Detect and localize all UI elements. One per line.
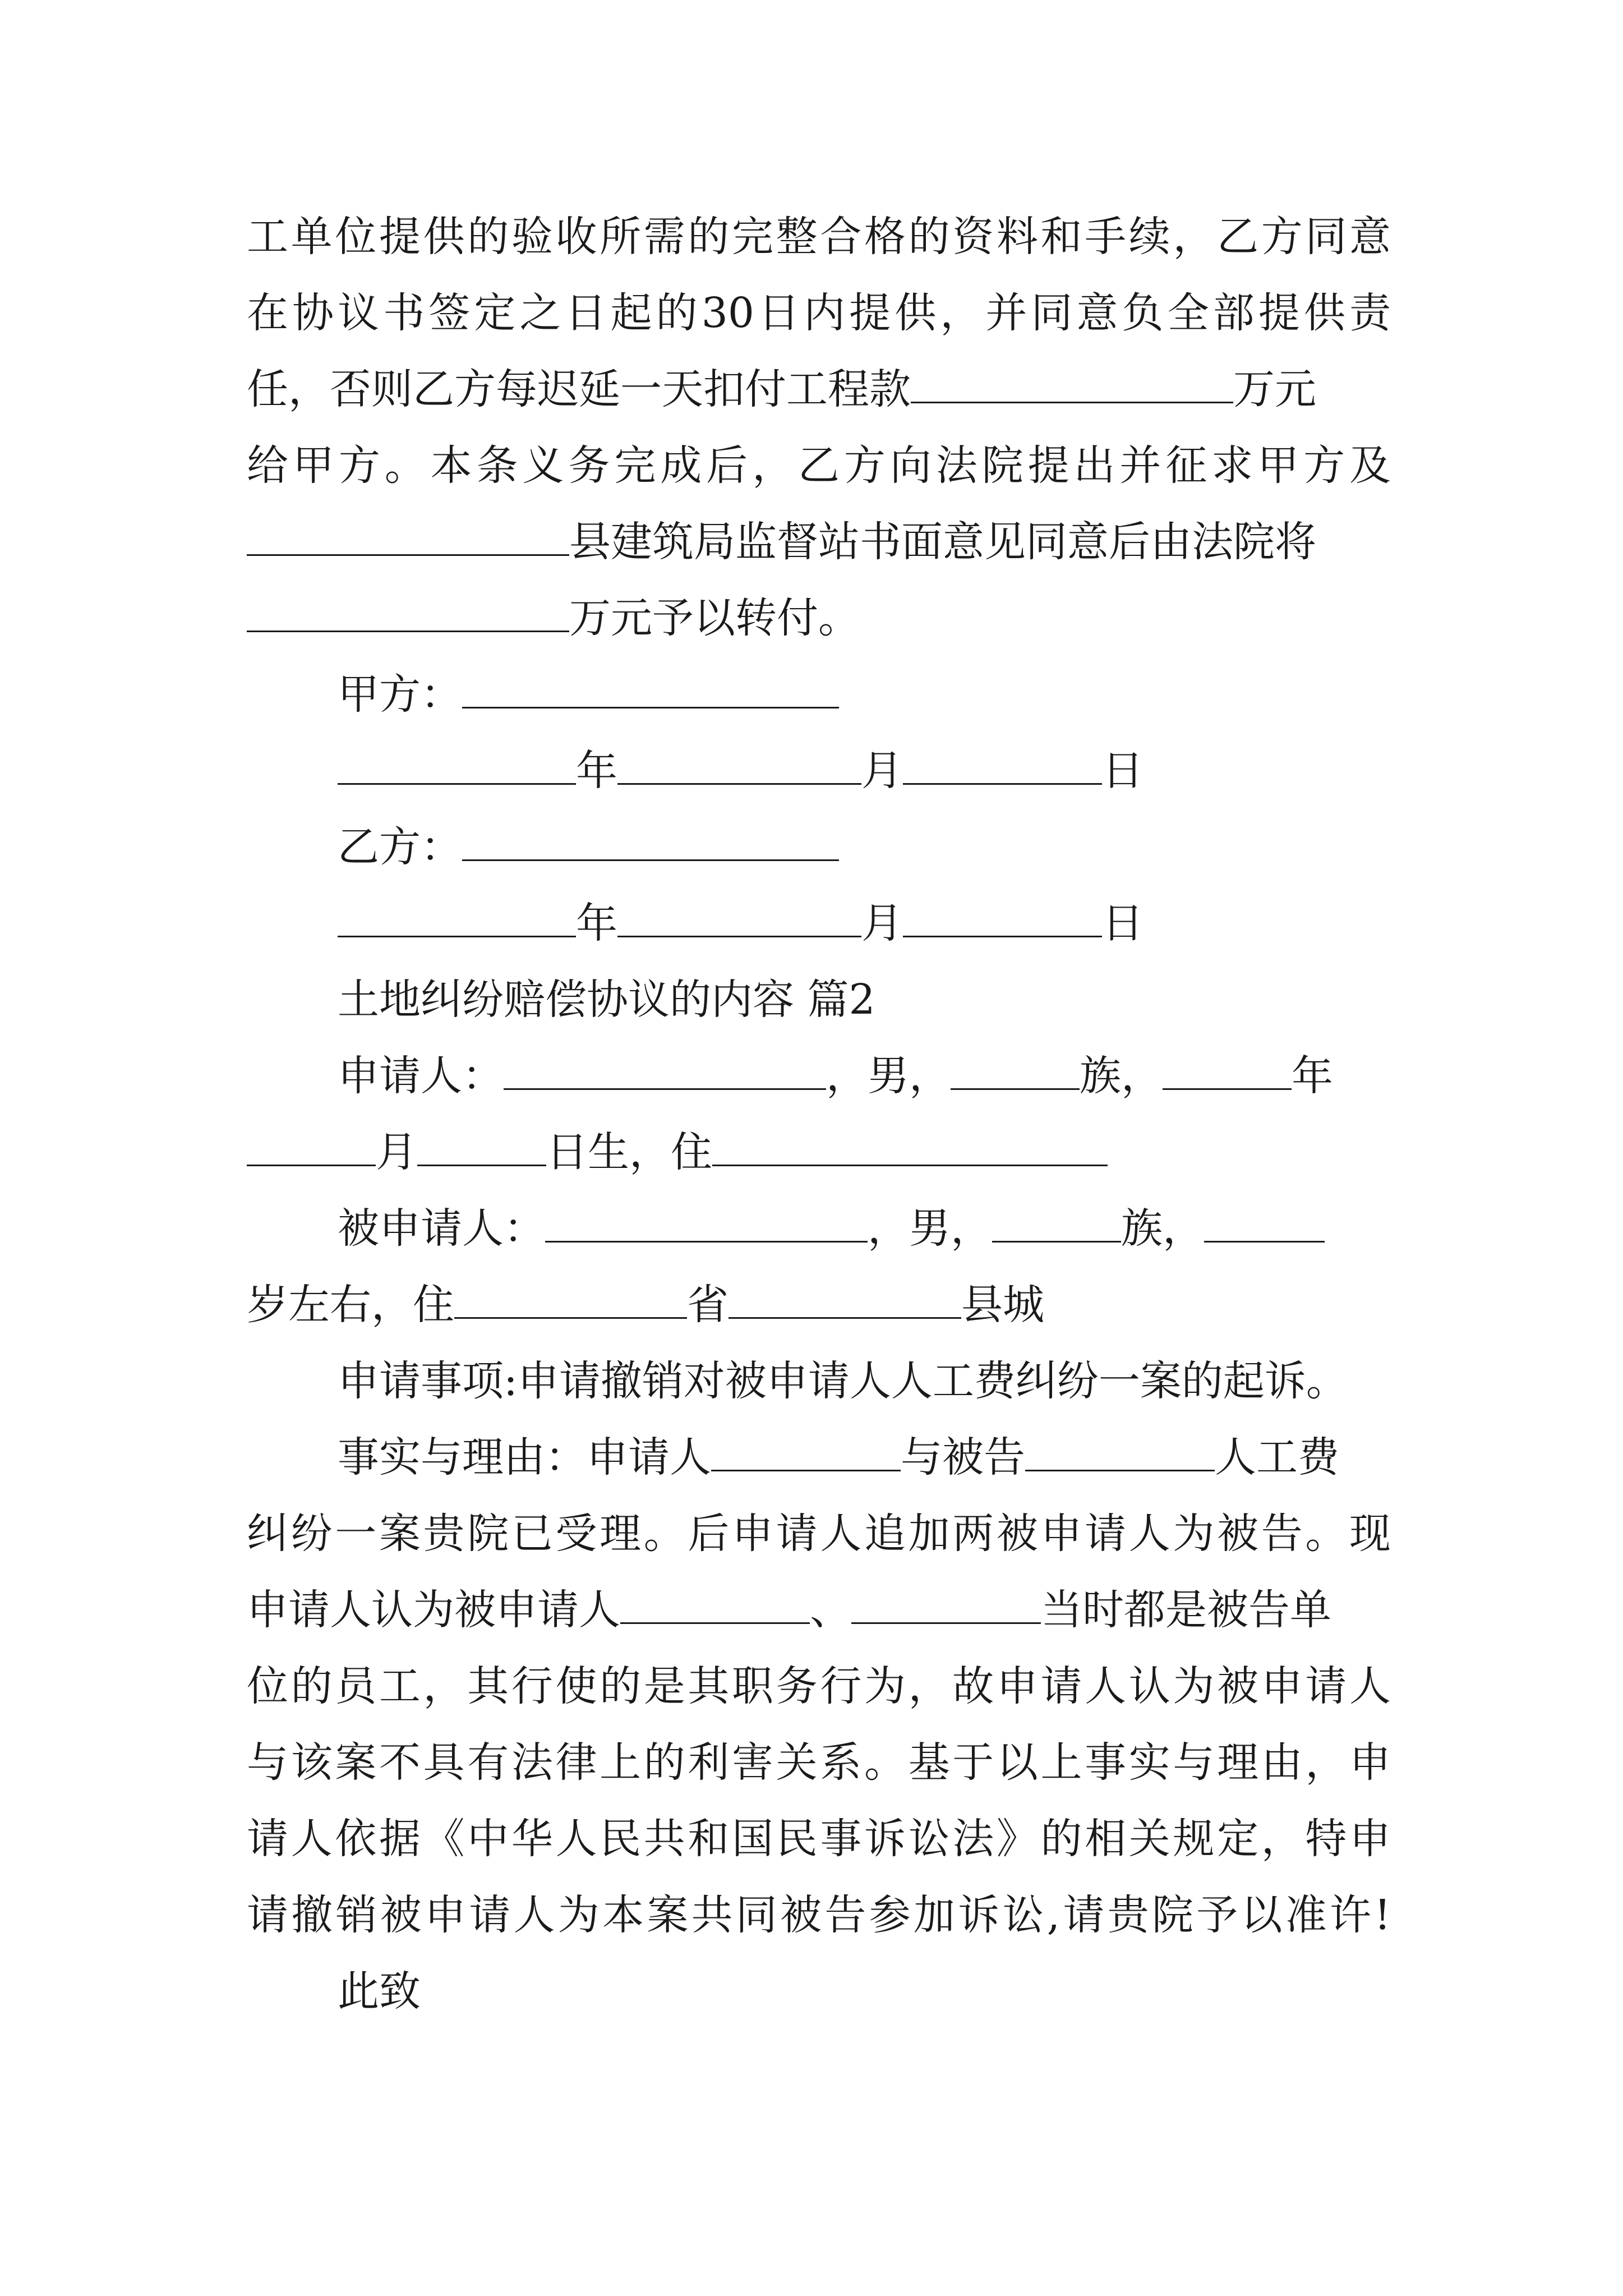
blank-line [417,1128,546,1166]
blank-line [454,1280,687,1319]
blank-line [1025,1433,1215,1471]
text-line: 工单位提供的验收所需的完整合格的资料和手续，乙方同意 [247,213,1391,261]
text-fragment: ，男， [826,1052,951,1100]
respondent-line-2 [247,1277,1391,1333]
blank-line [545,1204,868,1243]
party-b-signature [338,819,1391,875]
closing-line: 此致 [338,1967,421,2016]
party-a-date [338,743,1391,799]
facts-line [338,1429,1391,1485]
party-a-signature [338,666,1391,723]
blank-line [247,593,569,632]
applicant-line [338,1048,1391,1104]
applicant-line-2 [247,1124,1391,1180]
text-fragment: 县建筑局监督站书面意见同意后由法院将 [569,518,1316,566]
text-line: 纠纷一案贵院已受理。后申请人追加两被申请人为被告。现 [247,1510,1391,1558]
text-line: 给甲方。本条义务完成后，乙方向法院提出并征求甲方及 [247,441,1391,490]
respondent-line [338,1200,1391,1257]
text-fragment: 当时都是被告单 [1041,1586,1331,1634]
text-fragment: ，男， [868,1204,992,1253]
blank-line [462,822,839,861]
blank-line [1204,1204,1325,1243]
text-fragment: 申请人认为被申请人 [247,1586,620,1634]
year-label: 年 [1292,1052,1333,1100]
blank-line [462,670,839,708]
party-a-label: 甲方： [338,670,462,719]
blank-line [338,899,576,937]
blank-line [617,899,861,937]
text-fragment: 与被告 [901,1433,1025,1481]
text-fragment: 万元予以转付。 [569,594,860,642]
blank-line [1163,1051,1292,1090]
year-label: 年 [576,899,617,947]
province-label: 省 [687,1281,728,1329]
party-b-date [338,895,1391,951]
blank-line [903,899,1102,937]
month-label: 月 [376,1128,417,1176]
text-fragment: 人工费 [1215,1433,1339,1481]
text-fragment: 事实与理由：申请人 [338,1433,711,1481]
text-line [247,514,1391,570]
blank-line [911,365,1233,403]
blank-line [728,1280,961,1319]
text-fragment: 岁左右，住 [247,1281,454,1329]
month-label: 月 [861,899,903,947]
blank-line [851,1585,1041,1624]
party-b-label: 乙方： [338,823,462,871]
text-fragment: 县城 [961,1281,1044,1329]
blank-line [992,1204,1121,1243]
text-line: 在协议书签定之日起的30日内提供，并同意负全部提供责 [247,289,1391,337]
respondent-label: 被申请人： [338,1204,545,1253]
request-line: 申请事项:申请撤销对被申请人人工费纠纷一案的起诉。 [338,1357,1348,1405]
text-line [247,361,1391,417]
text-line: 位的员工，其行使的是其职务行为，故申请人认为被申请人 [247,1662,1391,1710]
text-fragment: 日生，住 [546,1128,712,1176]
blank-line [711,1433,901,1471]
text-fragment: 、 [810,1586,851,1634]
month-label: 月 [861,747,903,795]
blank-line [617,746,861,785]
blank-line [247,517,569,556]
blank-line [504,1051,826,1090]
text-line: 与该案不具有法律上的利害关系。基于以上事实与理由，申 [247,1738,1391,1787]
blank-line [903,746,1102,785]
blank-line [712,1128,1108,1166]
text-fragment: 任，否则乙方每迟延一天扣付工程款 [247,365,911,413]
blank-line [247,1128,376,1166]
text-line: 请撤销被申请人为本案共同被告参加诉讼,请贵院予以准许! [247,1891,1391,1939]
text-line [247,1582,1391,1638]
blank-line [338,746,576,785]
text-fragment: 族， [1121,1204,1204,1253]
text-fragment: 万元 [1233,365,1316,413]
year-label: 年 [576,747,617,795]
text-line [247,590,1391,646]
day-label: 日 [1102,747,1144,795]
applicant-label: 申请人： [338,1052,504,1100]
section-heading: 土地纠纷赔偿协议的内容 篇2 [338,976,875,1024]
blank-line [951,1051,1080,1090]
text-fragment: 族， [1080,1052,1163,1100]
day-label: 日 [1102,899,1144,947]
text-line: 请人依据《中华人民共和国民事诉讼法》的相关规定，特申 [247,1815,1391,1863]
blank-line [620,1585,810,1624]
